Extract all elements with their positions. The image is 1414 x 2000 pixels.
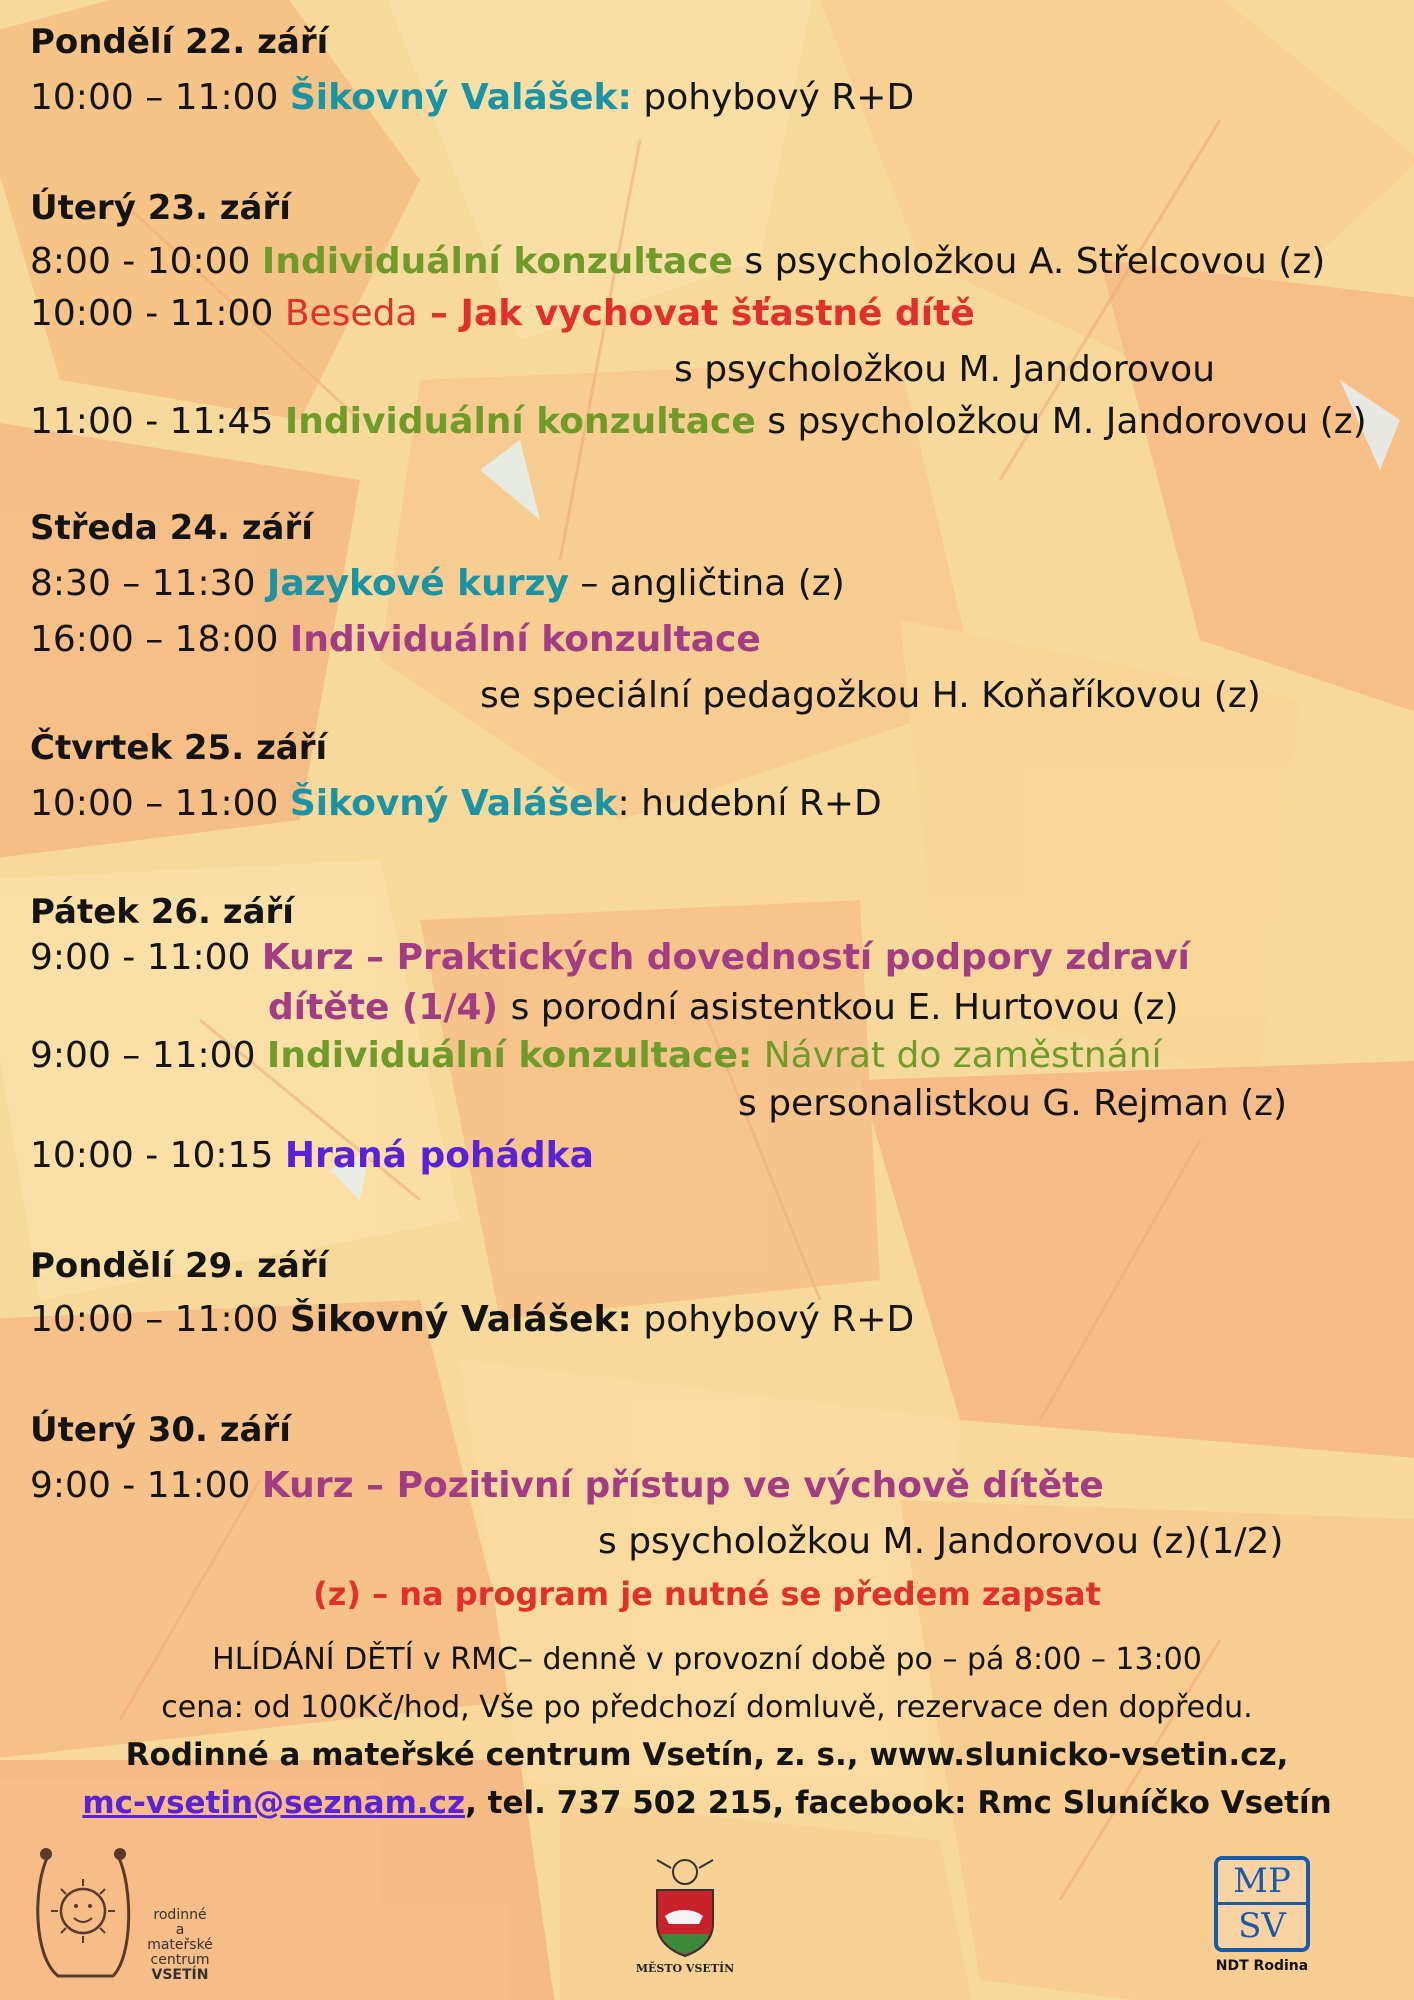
event-detail: s psycholožkou M. Jandorovou (z)(1/2) [598,1521,1284,1562]
event-time: 9:00 - 11:00 [30,1465,262,1506]
event-time: 10:00 – 11:00 [30,77,290,118]
event-time: 10:00 - 11:00 [30,293,285,334]
event-time: 10:00 – 11:00 [30,1299,290,1340]
contact-line [0,1784,1414,1822]
event-row [30,400,1367,444]
event-detail: s personalistkou G. Rejman (z) [738,1083,1288,1124]
event-subtitle: Návrat do zaměstnání [752,1035,1162,1076]
organization-info: Rodinné a mateřské centrum Vsetín, z. s., www.slunicko-vsetin.cz, [125,1737,1289,1773]
mesto-logo-caption: MĚSTO VSETÍN [635,1962,735,1975]
event-time: 9:00 - 11:00 [30,937,262,978]
event-title: Individuální konzultace [289,619,761,660]
event-title: Hraná pohádka [284,1135,594,1176]
event-title: dítěte (1/4) [268,987,511,1028]
event-title: Šikovný Valášek [289,783,618,824]
event-detail: s psycholožkou M. Jandorovou [674,349,1216,390]
day-heading-tue-30: Úterý 30. září [30,1410,291,1450]
sun-figure-icon [28,1846,138,1986]
rmc-logo [28,1846,228,1986]
event-row [30,76,914,120]
event-time: 16:00 – 18:00 [30,619,290,660]
price-info: cena: od 100Kč/hod, Vše po předchozí domluvě, rezervace den dopředu. [161,1690,1253,1725]
day-heading-mon-22: Pondělí 22. září [30,22,329,62]
contact-details: , tel. 737 502 215, facebook: Rmc Sluníčko Vsetín [465,1785,1332,1821]
event-time: 9:00 – 11:00 [30,1035,267,1076]
event-title: Šikovný Valášek: [289,1299,632,1340]
event-title: Individuální konzultace [261,241,733,282]
event-title: Individuální konzultace [284,401,756,442]
event-title: Kurz – Pozitivní přístup ve výchově dítěte [261,1465,1104,1506]
event-time: 10:00 – 11:00 [30,783,290,824]
event-time: 8:30 – 11:30 [30,563,267,604]
rmc-logo-text: rodinné a mateřské centrum VSETÍN [147,1907,213,1983]
day-heading-tue-23: Úterý 23. září [30,188,291,228]
event-row [30,782,882,826]
event-time: 11:00 - 11:45 [30,401,285,442]
event-detail: se speciální pedagožkou H. Koňaříkovou (z) [480,675,1261,716]
childcare-info: HLÍDÁNÍ DĚTÍ v RMC– denně v provozní době po – pá 8:00 – 13:00 [212,1642,1202,1677]
event-time: 8:00 - 10:00 [30,241,262,282]
event-row [30,1298,914,1342]
event-row [30,240,1325,284]
event-detail: pohybový R+D [631,1299,915,1340]
event-row [30,562,845,606]
event-detail: s porodní asistentkou E. Hurtovou (z) [510,987,1179,1028]
event-detail: s psycholožkou M. Jandorovou (z) [755,401,1367,442]
event-row [30,1134,594,1178]
day-heading-fri-26: Pátek 26. září [30,892,294,932]
event-title: Šikovný Valášek: [289,77,632,118]
event-row [30,292,975,336]
event-detail: pohybový R+D [631,77,915,118]
email-link[interactable]: mc-vsetin@seznam.cz [82,1785,466,1821]
mpsv-emblem: MP SV [1214,1856,1310,1952]
day-heading-thu-25: Čtvrtek 25. září [30,728,328,768]
registration-note: (z) – na program je nutné se předem zapsat [313,1575,1101,1613]
event-row-continued [268,986,1178,1030]
day-heading-wed-24: Středa 24. září [30,508,313,548]
event-title: Kurz – Praktických dovedností podpory zdraví [261,937,1190,978]
day-heading-mon-29: Pondělí 29. září [30,1246,329,1286]
event-time: 10:00 - 10:15 [30,1135,285,1176]
event-detail: : hudební R+D [617,783,882,824]
event-title: Individuální konzultace: [266,1035,753,1076]
event-row [30,618,761,662]
event-row [30,1034,1162,1078]
event-detail: s psycholožkou A. Střelcovou (z) [732,241,1326,282]
event-title: Jazykové kurzy [266,563,569,604]
mpsv-logo [1210,1856,1314,1990]
event-title: Beseda [284,293,418,334]
event-row [30,1464,1104,1508]
mpsv-logo-caption: NDT Rodina [1215,1958,1309,1974]
city-coat-of-arms-icon [645,1854,725,1958]
event-detail: – angličtina (z) [568,563,845,604]
mesto-vsetin-logo [630,1854,740,1984]
event-row [30,936,1190,980]
event-subtitle: – Jak vychovat šťastné dítě [417,293,975,334]
